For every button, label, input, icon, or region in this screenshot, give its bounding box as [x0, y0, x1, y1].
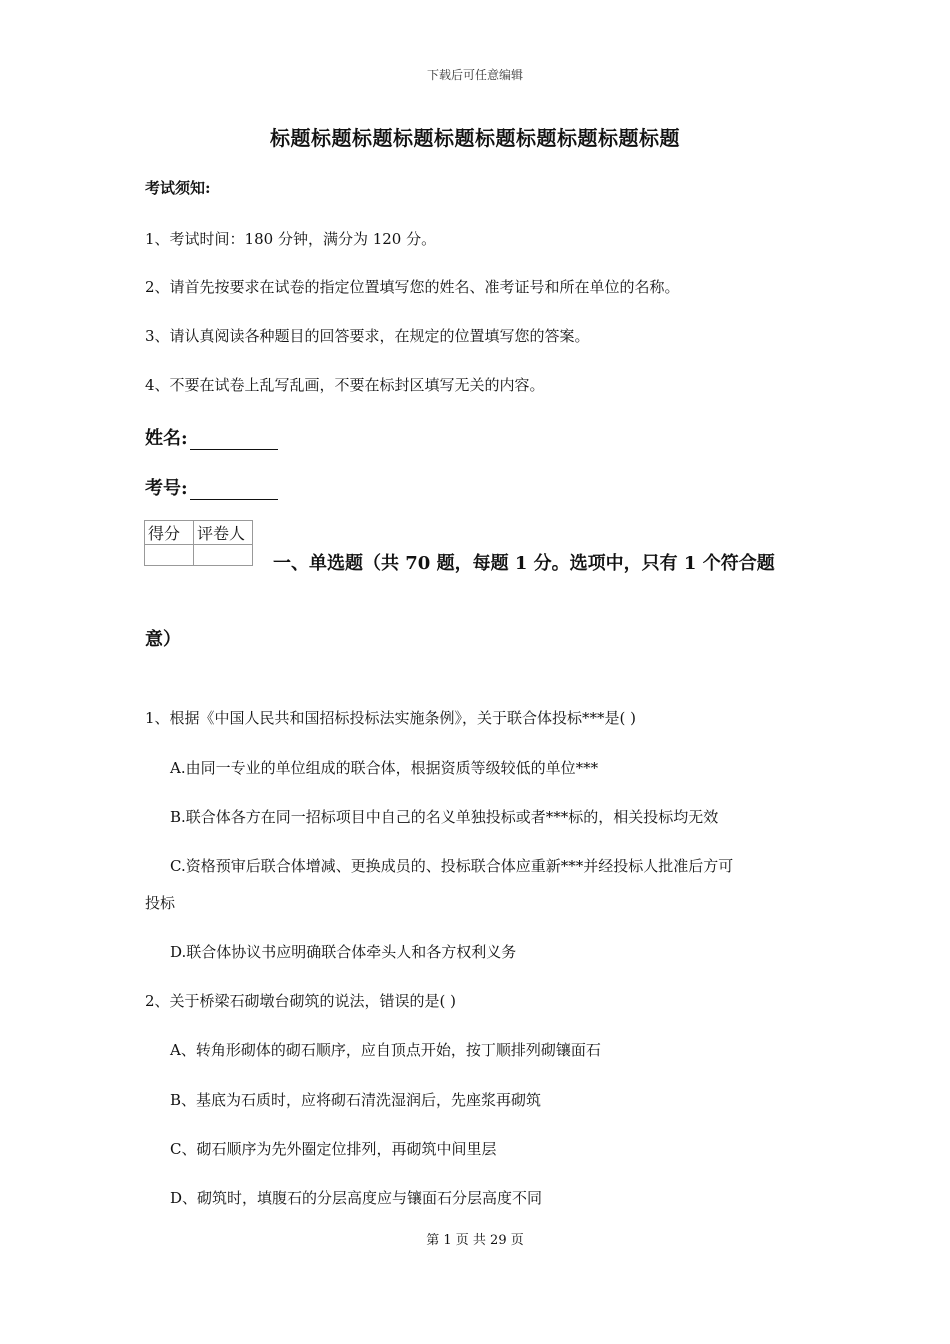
notice-heading: 考试须知:	[145, 179, 211, 197]
notice-item: 4、不要在试卷上乱写乱画，不要在标封区填写无关的内容。	[145, 376, 545, 394]
page-footer: 第 1 页 共 29 页	[426, 1233, 524, 1248]
header-note: 下载后可任意编辑	[426, 68, 523, 82]
name-label: 姓名:	[145, 428, 188, 449]
question-option: B.联合体各方在同一招标项目中自己的名义单独投标或者***标的，相关投标均无效	[170, 808, 719, 826]
notice-item: 1、考试时间：180 分钟，满分为 120 分。	[145, 230, 437, 248]
exam-id-label: 考号:	[145, 478, 188, 499]
notice-item: 3、请认真阅读各种题目的回答要求，在规定的位置填写您的答案。	[145, 327, 590, 345]
exam-id-blank-line[interactable]	[190, 479, 278, 500]
grader-header: 评卷人	[194, 521, 253, 545]
question-option: B、基底为石质时，应将砌石清洗湿润后，先座浆再砌筑	[170, 1091, 542, 1109]
score-table	[144, 520, 253, 566]
section-heading-continued: 意）	[145, 629, 181, 650]
question-option: A.由同一专业的单位组成的联合体，根据资质等级较低的单位***	[170, 759, 599, 777]
exam-id-field[interactable]	[145, 474, 278, 500]
name-field[interactable]	[145, 424, 278, 450]
section-heading: 一、单选题（共 70 题，每题 1 分。选项中，只有 1 个符合题	[273, 553, 775, 574]
score-cell[interactable]	[145, 545, 194, 566]
question-option: D.联合体协议书应明确联合体牵头人和各方权利义务	[170, 943, 517, 961]
name-blank-line[interactable]	[190, 429, 278, 450]
document-title: 标题标题标题标题标题标题标题标题标题标题	[270, 126, 680, 150]
score-header: 得分	[145, 521, 194, 545]
question-stem: 2、关于桥梁石砌墩台砌筑的说法，错误的是( )	[145, 992, 457, 1010]
question-option: C.资格预审后联合体增减、更换成员的、投标联合体应重新***并经投标人批准后方可	[170, 857, 734, 875]
grader-cell[interactable]	[194, 545, 253, 566]
question-option: A、转角形砌体的砌石顺序，应自顶点开始，按丁顺排列砌镶面石	[170, 1041, 601, 1059]
notice-item: 2、请首先按要求在试卷的指定位置填写您的姓名、准考证号和所在单位的名称。	[145, 278, 680, 296]
question-option: C、砌石顺序为先外圈定位排列，再砌筑中间里层	[170, 1140, 497, 1158]
question-option: D、砌筑时，填腹石的分层高度应与镶面石分层高度不同	[170, 1189, 543, 1207]
question-stem: 1、根据《中国人民共和国招标投标法实施条例》，关于联合体投标***是( )	[145, 709, 637, 727]
question-option-continued: 投标	[145, 894, 176, 912]
